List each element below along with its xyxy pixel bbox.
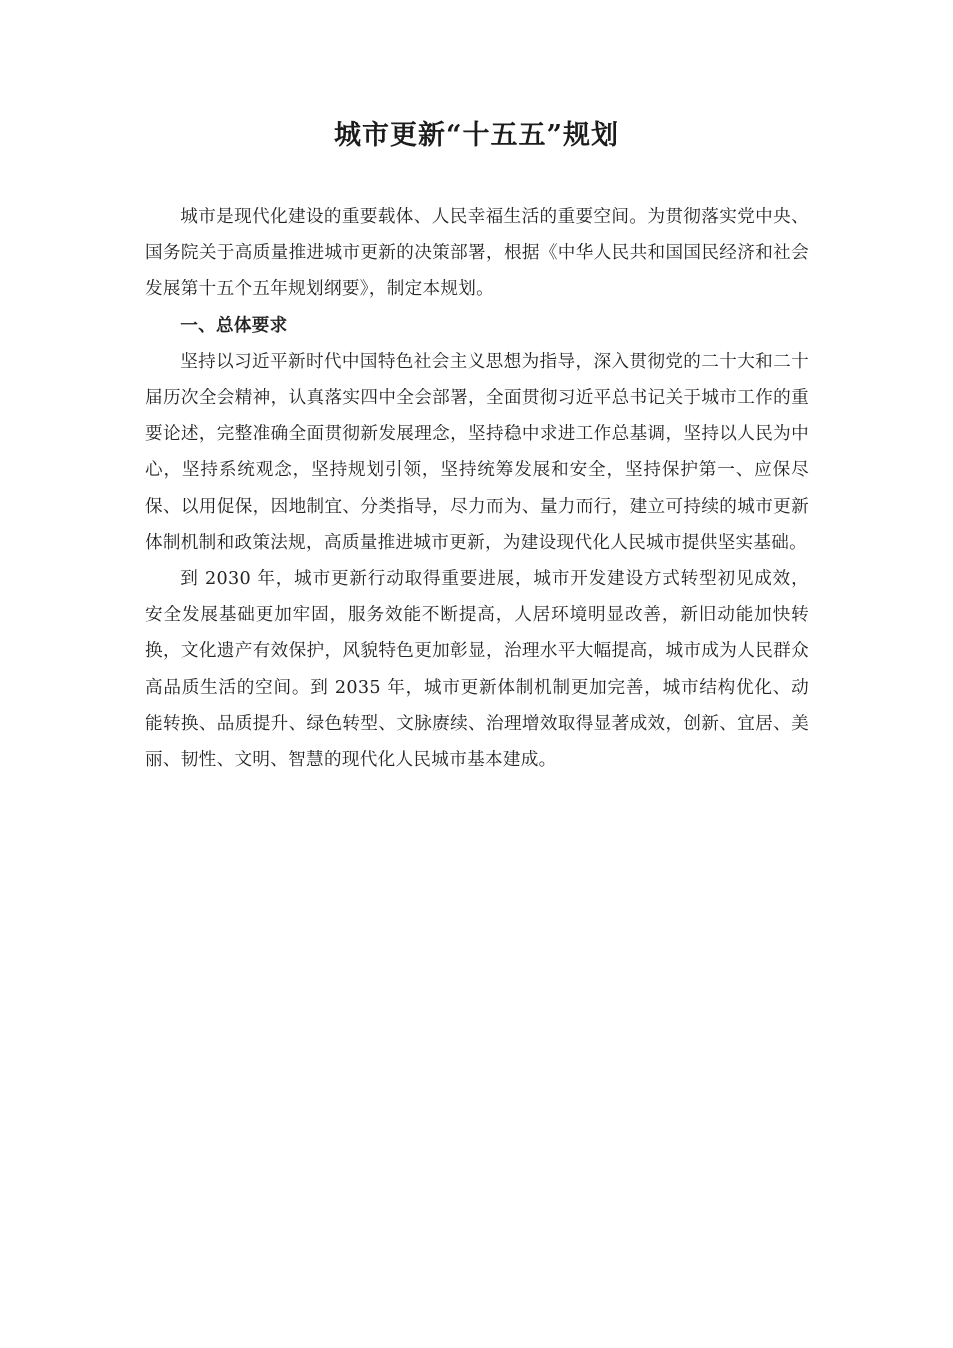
intro-paragraph: 城市是现代化建设的重要载体、人民幸福生活的重要空间。为贯彻落实党中央、国务院关于高质量推进城市更新的决策部署，根据《中华人民共和国国民经济和社会发展第十五个五年规划纲要》，制定本规划。	[145, 207, 809, 300]
document-body	[145, 199, 809, 778]
section-paragraph: 到 2030 年，城市更新行动取得重要进展，城市开发建设方式转型初见成效，安全发展基础更加牢固，服务效能不断提高，人居环境明显改善，新旧动能加快转换，文化遗产有效保护，风貌特色更加彰显，治理水平大幅提高，城市成为人民群众高品质生活的空间。到 2035 年，城市更新体制机制更加完善，城市结构优化、动能转换、品质提升、绿色转型、文脉赓续、治理增效取得显著成效，创新、宜居、美丽、韧性、文明、智慧的现代化人民城市基本建成。	[145, 569, 809, 771]
document-title: 城市更新“十五五”规划	[333, 120, 620, 151]
section-heading-general-requirements: 一、总体要求	[180, 315, 288, 336]
section-paragraph: 坚持以习近平新时代中国特色社会主义思想为指导，深入贯彻党的二十大和二十届历次全会精神，认真落实四中全会部署，全面贯彻习近平总书记关于城市工作的重要论述，完整准确全面贯彻新发展理念，坚持稳中求进工作总基调，坚持以人民为中心，坚持系统观念，坚持规划引领，坚持统筹发展和安全，坚持保护第一、应保尽保、以用促保，因地制宜、分类指导，尽力而为、量力而行，建立可持续的城市更新体制机制和政策法规，高质量推进城市更新，为建设现代化人民城市提供坚实基础。	[145, 351, 809, 553]
